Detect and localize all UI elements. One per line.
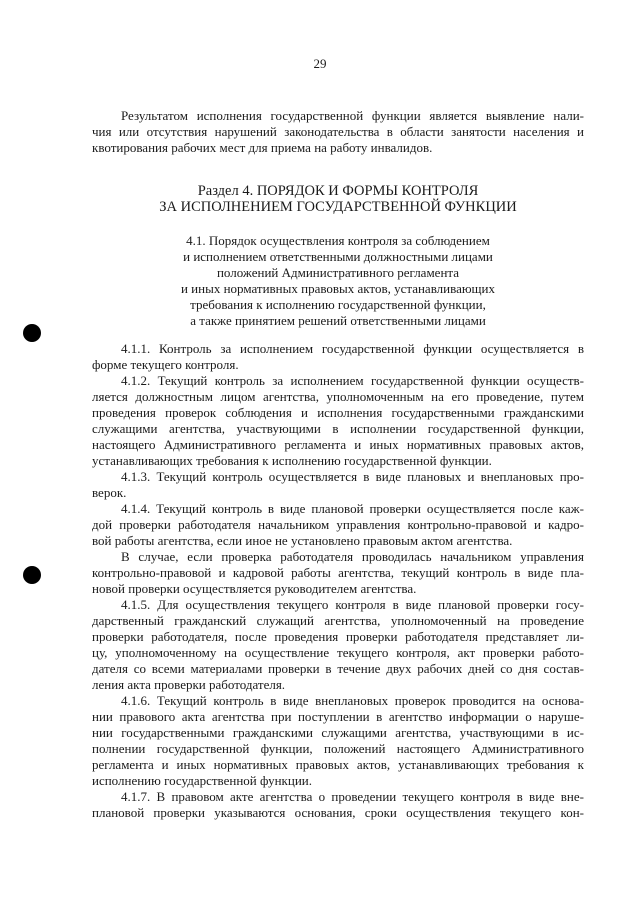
body-line: 4.1.2. Текущий контроль за исполнением государственной функции осуществ- xyxy=(121,373,584,388)
subsection-title: и иных нормативных правовых актов, устанавливающих xyxy=(180,281,496,296)
body-line: контрольно-правовой и кадровой работы агентства, текущий контроль в виде пла- xyxy=(92,565,584,580)
body-line: устанавливающих требования к исполнению государственной функции. xyxy=(92,453,492,468)
intro-line: чия или отсутствия нарушений законодательства в области занятости населения и xyxy=(92,124,584,139)
page-number: 29 xyxy=(313,56,327,71)
body-line: проведения проверок соблюдения и исполнения государственными гражданскими xyxy=(92,405,584,420)
subsection-title: положений Административного регламента xyxy=(216,265,460,280)
body-line: 4.1.6. Текущий контроль в виде внеплановых проверок проводится на основа- xyxy=(121,693,584,708)
body-line: 4.1.7. В правовом акте агентства о проведении текущего контроля в виде вне- xyxy=(121,789,584,804)
body-line: В случае, если проверка работодателя проводилась начальником управления xyxy=(121,549,584,564)
body-line: нии государственными гражданскими служащими агентства, участвующими в ис- xyxy=(92,725,584,740)
body-line: новой проверки осуществляется руководителем агентства. xyxy=(92,581,417,596)
body-line: проверки работодателя, после проведения проверки работодателя представляет ли- xyxy=(92,629,584,644)
subsection-title: а также принятием решений ответственными лицами xyxy=(190,313,486,328)
punch-hole xyxy=(23,566,41,584)
body-line: 4.1.3. Текущий контроль осуществляется в виде плановых и внеплановых про- xyxy=(121,469,584,484)
body-line: регламента и иных нормативных правовых актов, устанавливающих требования к xyxy=(92,757,584,772)
body-line: дой проверки работодателя начальником управления контрольно-правовой и кадро- xyxy=(92,517,584,532)
punch-hole xyxy=(23,324,41,342)
intro-line: квотирования рабочих мест для приема на работу инвалидов. xyxy=(92,140,433,155)
body-line: исполнению государственной функции. xyxy=(92,773,312,788)
section-title: Раздел 4. ПОРЯДОК И ФОРМЫ КОНТРОЛЯ xyxy=(197,183,479,199)
intro-line: Результатом исполнения государственной функции является выявление нали- xyxy=(121,108,584,123)
body-line: 4.1.4. Текущий контроль в виде плановой проверки осуществляется после каж- xyxy=(121,501,584,516)
body-line: дарственный гражданский служащий агентства, уполномоченный на проведение xyxy=(92,613,584,628)
subsection-title: и исполнением ответственными должностными лицами xyxy=(183,249,493,264)
body-line: дателя со всеми материалами проверки в течение двух рабочих дней со дня состав- xyxy=(92,661,584,676)
body-line: ляется должностным лицом агентства, уполномоченным на его проведение, путем xyxy=(92,389,584,404)
subsection-title: требования к исполнению государственной функции, xyxy=(190,297,486,312)
body-line: плановой проверки указываются основания, сроки осуществления текущего кон- xyxy=(92,805,584,820)
body-line: 4.1.1. Контроль за исполнением государственной функции осуществляется в xyxy=(121,341,584,356)
body-line: цу, уполномоченному на осуществление текущего контроля, акт проверки работо- xyxy=(92,645,584,660)
section-title: ЗА ИСПОЛНЕНИЕМ ГОСУДАРСТВЕННОЙ ФУНКЦИИ xyxy=(159,199,517,215)
body-line: верок. xyxy=(92,485,127,500)
body-line: ления акта проверки работодателя. xyxy=(92,677,286,692)
subsection-title: 4.1. Порядок осуществления контроля за соблюдением xyxy=(186,233,490,248)
body-line: полнении государственной функции, положений настоящего Административного xyxy=(92,741,584,756)
body-line: служащими агентства, участвующими в исполнении государственной функции, xyxy=(92,421,584,436)
body-line: настоящего Административного регламента и иных нормативных правовых актов, xyxy=(92,437,584,452)
body-line: форме текущего контроля. xyxy=(92,357,239,372)
body-line: вой работы агентства, если иное не установлено правовым актом агентства. xyxy=(92,533,513,548)
body-line: нии правового акта агентства при поступлении в агентство информации о наруше- xyxy=(92,709,584,724)
body-line: 4.1.5. Для осуществления текущего контроля в виде плановой проверки госу- xyxy=(121,597,584,612)
